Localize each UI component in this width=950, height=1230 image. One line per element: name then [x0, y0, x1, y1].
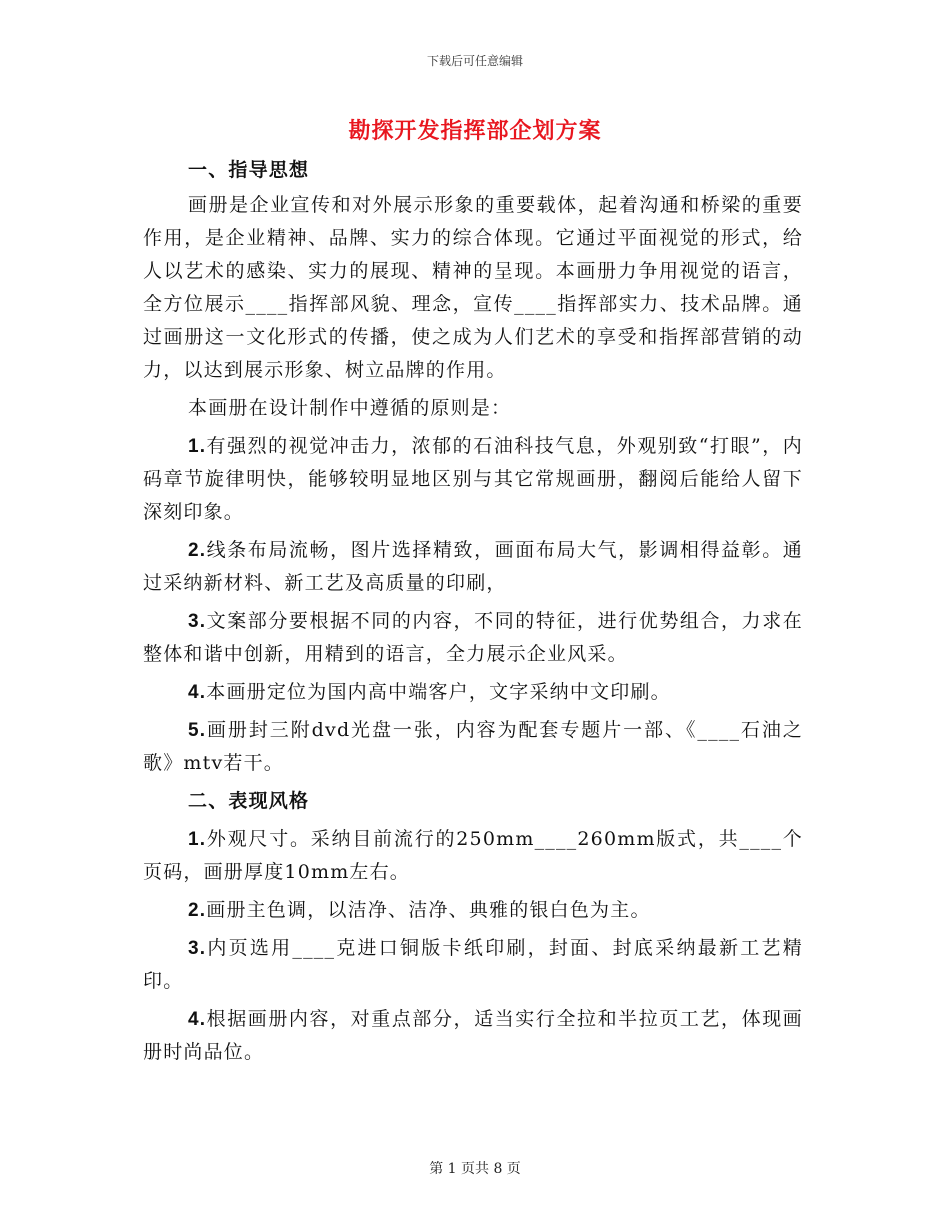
section-heading-guiding-ideology: 一、指导思想	[188, 159, 310, 181]
list-text: 根据画册内容，对重点部分，适当实行全拉和半拉页工艺，体现画册时尚品位。	[143, 1008, 803, 1063]
list-text: 本画册定位为国内高中端客户，文字采纳中文印刷。	[206, 681, 671, 703]
list-item	[143, 894, 803, 927]
list-item	[143, 823, 803, 889]
page-footer: 第 1 页共 8 页	[429, 1161, 521, 1177]
list-item	[143, 932, 803, 998]
list-item	[143, 605, 803, 671]
list-text: 文案部分要根据不同的内容，不同的特征，进行优势组合，力求在整体和谐中创新，用精到的语言，全力展示企业风采。	[143, 610, 803, 665]
list-text: 画册主色调，以洁净、洁净、典雅的银白色为主。	[206, 899, 651, 921]
list-text: 外观尺寸。采纳目前流行的250mm____260mm版式，共____个页码，画册厚度10mm左右。	[143, 828, 803, 883]
document-body	[143, 152, 803, 1069]
list-number: 4.	[188, 682, 207, 703]
list-number: 1.	[188, 829, 207, 850]
list-number: 5.	[188, 720, 207, 741]
list-item	[143, 430, 803, 529]
paragraph-intro: 画册是企业宣传和对外展示形象的重要载体，起着沟通和桥梁的重要作用，是企业精神、品牌、实力的综合体现。它通过平面视觉的形式，给人以艺术的感染、实力的展现、精神的呈现。本画册力争用视觉的语言，全方位展示____指挥部风貌、理念，宣传____指挥部实力、技术品牌。通过画册这一文化形式的传播，使之成为人们艺术的享受和指挥部营销的动力，以达到展示形象、树立品牌的作用。	[143, 194, 803, 381]
list-text: 内页选用____克进口铜版卡纸印刷，封面、封底采纳最新工艺精印。	[143, 937, 803, 992]
list-item	[143, 714, 803, 780]
list-number: 2.	[188, 900, 207, 921]
section-heading-style: 二、表现风格	[188, 790, 310, 812]
list-number: 3.	[188, 611, 207, 632]
list-number: 4.	[188, 1009, 207, 1030]
list-number: 3.	[188, 938, 207, 959]
list-number: 2.	[188, 540, 207, 561]
list-number: 1.	[188, 436, 207, 457]
list-item	[143, 534, 803, 600]
list-item	[143, 676, 803, 709]
page-header: 下载后可任意编辑	[426, 54, 523, 68]
list-text: 画册封三附dvd光盘一张，内容为配套专题片一部、《____石油之歌》mtv若干。	[143, 719, 803, 774]
paragraph-principles: 本画册在设计制作中遵循的原则是：	[188, 397, 512, 419]
document-title: 勘探开发指挥部企划方案	[348, 118, 602, 144]
list-item	[143, 1003, 803, 1069]
list-text: 有强烈的视觉冲击力，浓郁的石油科技气息，外观别致“打眼”，内码章节旋律明快，能够较明显地区别与其它常规画册，翻阅后能给人留下深刻印象。	[143, 435, 803, 523]
list-text: 线条布局流畅，图片选择精致，画面布局大气，影调相得益彰。通过采纳新材料、新工艺及高质量的印刷，	[143, 539, 803, 594]
